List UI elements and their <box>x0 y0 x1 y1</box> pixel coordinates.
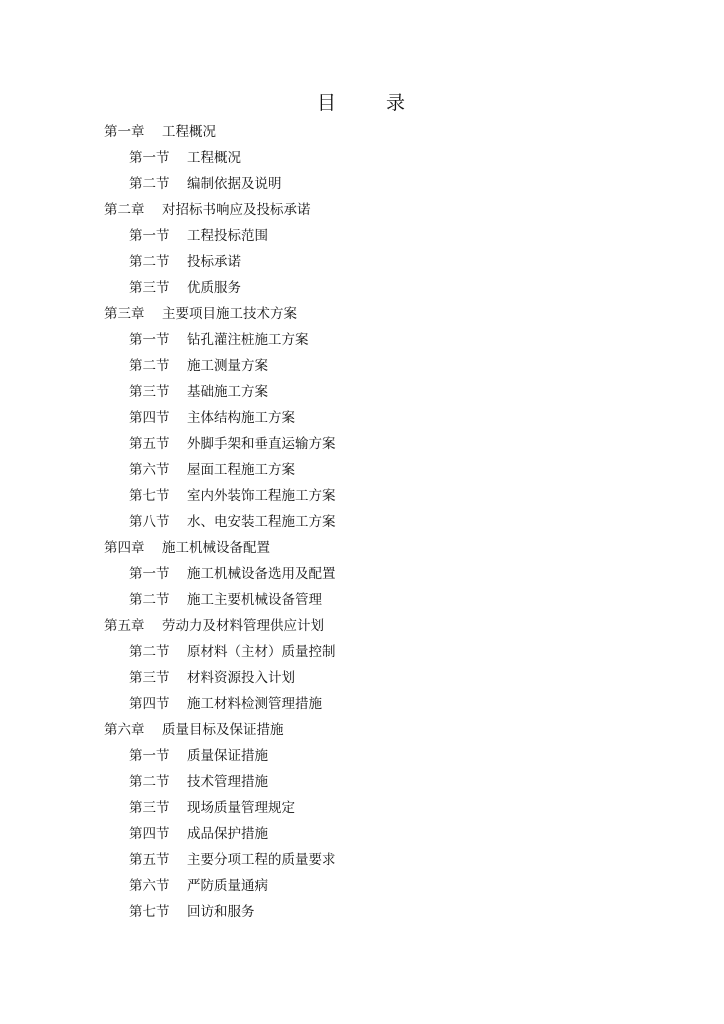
toc-chapter-entry <box>104 535 664 561</box>
toc-entry-title: 成品保护措施 <box>187 826 268 842</box>
toc-entry-title: 投标承诺 <box>187 254 241 270</box>
page-title: 目 录 <box>316 92 428 114</box>
toc-entry-title: 施工测量方案 <box>187 358 268 374</box>
toc-entry-number: 第一节 <box>129 332 170 348</box>
toc-entry-title: 水、电安装工程施工方案 <box>187 514 336 530</box>
toc-entry-number: 第二节 <box>129 774 170 790</box>
toc-section-entry <box>104 639 664 665</box>
toc-entry-title: 材料资源投入计划 <box>187 670 295 686</box>
toc-entry-title: 施工材料检测管理措施 <box>187 696 322 712</box>
toc-section-entry <box>104 899 664 925</box>
toc-entry-title: 技术管理措施 <box>187 774 268 790</box>
toc-section-entry <box>104 457 664 483</box>
toc-entry-title: 原材料（主材）质量控制 <box>187 644 336 660</box>
toc-entry-number: 第二节 <box>129 358 170 374</box>
toc-entry-number: 第五节 <box>129 436 170 452</box>
toc-section-entry <box>104 587 664 613</box>
toc-entry-title: 主要项目施工技术方案 <box>162 306 297 322</box>
toc-entry-number: 第六节 <box>129 878 170 894</box>
toc-entry-title: 工程概况 <box>187 150 241 166</box>
toc-entry-title: 严防质量通病 <box>187 878 268 894</box>
toc-section-entry <box>104 795 664 821</box>
toc-section-entry <box>104 431 664 457</box>
toc-section-entry <box>104 509 664 535</box>
toc-entry-number: 第六节 <box>129 462 170 478</box>
toc-entry-number: 第三节 <box>129 800 170 816</box>
toc-entry-number: 第三节 <box>129 280 170 296</box>
toc-entry-number: 第五章 <box>104 618 145 634</box>
toc-entry-number: 第六章 <box>104 722 145 738</box>
toc-section-entry <box>104 405 664 431</box>
toc-entry-title: 钻孔灌注桩施工方案 <box>187 332 309 348</box>
toc-entry-number: 第八节 <box>129 514 170 530</box>
toc-entry-title: 编制依据及说明 <box>187 176 282 192</box>
toc-entry-number: 第三章 <box>104 306 145 322</box>
toc-entry-title: 外脚手架和垂直运输方案 <box>187 436 336 452</box>
toc-section-entry <box>104 847 664 873</box>
toc-entry-title: 主体结构施工方案 <box>187 410 295 426</box>
toc-section-entry <box>104 145 664 171</box>
toc-chapter-entry <box>104 613 664 639</box>
toc-entry-title: 室内外装饰工程施工方案 <box>187 488 336 504</box>
toc-chapter-entry <box>104 119 664 145</box>
toc-entry-title: 工程投标范围 <box>187 228 268 244</box>
toc-entry-title: 施工机械设备配置 <box>162 540 270 556</box>
toc-entry-title: 质量目标及保证措施 <box>162 722 284 738</box>
toc-entry-number: 第一章 <box>104 124 145 140</box>
toc-entry-number: 第四节 <box>129 696 170 712</box>
toc-entry-number: 第一节 <box>129 566 170 582</box>
toc-section-entry <box>104 743 664 769</box>
toc-entry-title: 工程概况 <box>162 124 216 140</box>
toc-section-entry <box>104 249 664 275</box>
toc-section-entry <box>104 821 664 847</box>
toc-section-entry <box>104 171 664 197</box>
toc-entry-title: 基础施工方案 <box>187 384 268 400</box>
table-of-contents <box>104 119 664 925</box>
toc-section-entry <box>104 769 664 795</box>
toc-entry-number: 第二节 <box>129 644 170 660</box>
toc-section-entry <box>104 379 664 405</box>
toc-section-entry <box>104 691 664 717</box>
toc-entry-number: 第二章 <box>104 202 145 218</box>
toc-entry-number: 第五节 <box>129 852 170 868</box>
toc-entry-number: 第二节 <box>129 254 170 270</box>
toc-section-entry <box>104 483 664 509</box>
toc-entry-number: 第三节 <box>129 670 170 686</box>
toc-section-entry <box>104 561 664 587</box>
toc-entry-number: 第三节 <box>129 384 170 400</box>
toc-entry-number: 第四章 <box>104 540 145 556</box>
toc-entry-number: 第一节 <box>129 228 170 244</box>
toc-section-entry <box>104 275 664 301</box>
toc-entry-title: 回访和服务 <box>187 904 255 920</box>
toc-entry-number: 第一节 <box>129 150 170 166</box>
toc-entry-title: 质量保证措施 <box>187 748 268 764</box>
toc-entry-title: 屋面工程施工方案 <box>187 462 295 478</box>
toc-section-entry <box>104 665 664 691</box>
toc-entry-title: 施工机械设备选用及配置 <box>187 566 336 582</box>
toc-entry-title: 劳动力及材料管理供应计划 <box>162 618 324 634</box>
toc-entry-number: 第四节 <box>129 826 170 842</box>
toc-section-entry <box>104 327 664 353</box>
toc-section-entry <box>104 353 664 379</box>
toc-entry-number: 第二节 <box>129 592 170 608</box>
toc-entry-title: 对招标书响应及投标承诺 <box>162 202 311 218</box>
toc-entry-title: 优质服务 <box>187 280 241 296</box>
toc-chapter-entry <box>104 301 664 327</box>
toc-entry-title: 施工主要机械设备管理 <box>187 592 322 608</box>
toc-section-entry <box>104 223 664 249</box>
toc-entry-number: 第二节 <box>129 176 170 192</box>
toc-entry-number: 第七节 <box>129 488 170 504</box>
toc-entry-number: 第四节 <box>129 410 170 426</box>
toc-entry-title: 主要分项工程的质量要求 <box>187 852 336 868</box>
toc-section-entry <box>104 873 664 899</box>
toc-entry-number: 第七节 <box>129 904 170 920</box>
toc-chapter-entry <box>104 717 664 743</box>
toc-chapter-entry <box>104 197 664 223</box>
toc-entry-title: 现场质量管理规定 <box>187 800 295 816</box>
toc-entry-number: 第一节 <box>129 748 170 764</box>
